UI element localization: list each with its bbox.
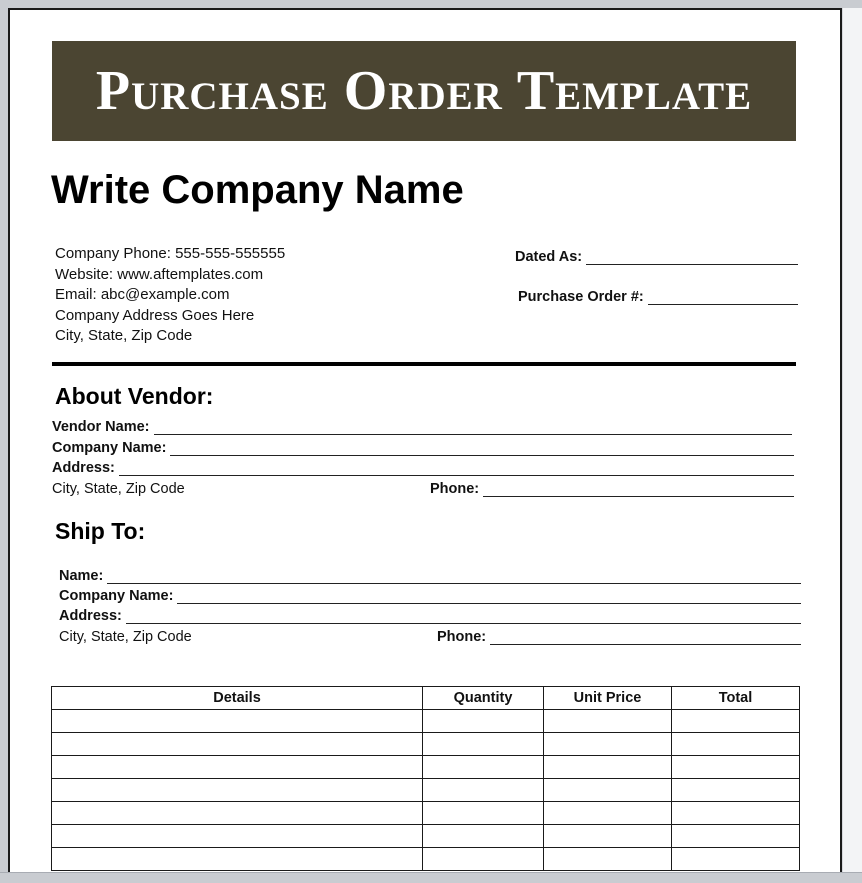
details-cell[interactable] [52,848,423,871]
document-title: Purchase Order Template [95,60,753,122]
dated-as-field[interactable] [515,249,798,265]
table-row [52,802,800,825]
vendor-company-label: Company Name: [52,440,167,456]
total-cell[interactable] [672,848,800,871]
table-row [52,848,800,871]
po-number-line[interactable] [648,290,798,305]
total-cell[interactable] [672,825,800,848]
table-row [52,779,800,802]
ship-address-label: Address: [59,608,122,624]
window-bottom-bar [0,872,862,883]
ship-company-label: Company Name: [59,588,174,604]
quantity-cell[interactable] [423,779,544,802]
details-cell[interactable] [52,802,423,825]
ship-name-label: Name: [59,568,104,584]
ship-city-label: City, State, Zip Code [59,629,192,645]
unit-price-cell[interactable] [544,779,672,802]
purchase-order-number-field[interactable] [518,289,798,305]
total-cell[interactable] [672,710,800,733]
vendor-address-field[interactable] [52,460,794,476]
company-email: Email: abc@example.com [55,286,230,303]
total-cell[interactable] [672,802,800,825]
company-info-block [55,244,285,347]
quantity-header: Quantity [423,687,544,710]
quantity-cell[interactable] [423,802,544,825]
section-divider [52,362,796,366]
details-cell[interactable] [52,710,423,733]
dated-as-label: Dated As: [515,249,583,265]
details-cell[interactable] [52,779,423,802]
vendor-company-field[interactable] [52,440,794,456]
vendor-name-field[interactable] [52,419,792,435]
company-name: Write Company Name [51,168,464,212]
po-number-label: Purchase Order #: [518,289,644,305]
vendor-heading: About Vendor: [55,383,214,409]
title-banner [52,41,796,141]
vendor-phone-label: Phone: [430,481,480,497]
ship-phone-line[interactable] [490,630,801,645]
ship-phone-label: Phone: [437,629,487,645]
ship-name-line[interactable] [107,569,801,584]
quantity-cell[interactable] [423,848,544,871]
company-address: Company Address Goes Here [55,306,255,324]
vendor-address-line[interactable] [119,461,794,476]
quantity-cell[interactable] [423,756,544,779]
quantity-cell[interactable] [423,825,544,848]
unit-price-cell[interactable] [544,733,672,756]
ship-address-field[interactable] [59,608,801,624]
items-table [51,686,800,871]
vendor-phone-field[interactable] [430,481,794,497]
details-header: Details [52,687,423,710]
company-phone: Company Phone: 555-555-555555 [55,245,286,262]
total-cell[interactable] [672,756,800,779]
vendor-city-label: City, State, Zip Code [52,481,185,497]
unit-price-cell[interactable] [544,825,672,848]
vendor-city-field [52,481,185,497]
ship-company-field[interactable] [59,588,801,604]
company-city: City, State, Zip Code [55,327,193,344]
vendor-name-line[interactable] [154,420,793,435]
vendor-phone-line[interactable] [483,482,794,497]
vendor-name-label: Vendor Name: [52,419,150,435]
company-website: Website: www.aftemplates.com [55,265,264,283]
ship-address-line[interactable] [126,609,801,624]
quantity-cell[interactable] [423,710,544,733]
vendor-address-label: Address: [52,460,115,476]
table-row [52,756,800,779]
ship-company-line[interactable] [177,589,801,604]
dated-as-line[interactable] [586,250,798,265]
details-cell[interactable] [52,733,423,756]
table-row [52,825,800,848]
ship-to-heading: Ship To: [55,518,146,544]
total-cell[interactable] [672,733,800,756]
unit-price-cell[interactable] [544,848,672,871]
quantity-cell[interactable] [423,733,544,756]
vendor-company-line[interactable] [170,441,794,456]
ship-name-field[interactable] [59,568,801,584]
table-header-row [52,687,800,710]
details-cell[interactable] [52,756,423,779]
total-header: Total [672,687,800,710]
unit-price-cell[interactable] [544,756,672,779]
ship-city-field [59,629,192,645]
ship-phone-field[interactable] [437,629,801,645]
total-cell[interactable] [672,779,800,802]
page-margin [842,8,862,882]
unit-price-cell[interactable] [544,710,672,733]
unit-price-cell[interactable] [544,802,672,825]
details-cell[interactable] [52,825,423,848]
table-row [52,710,800,733]
table-row [52,733,800,756]
unit-price-header: Unit Price [544,687,672,710]
